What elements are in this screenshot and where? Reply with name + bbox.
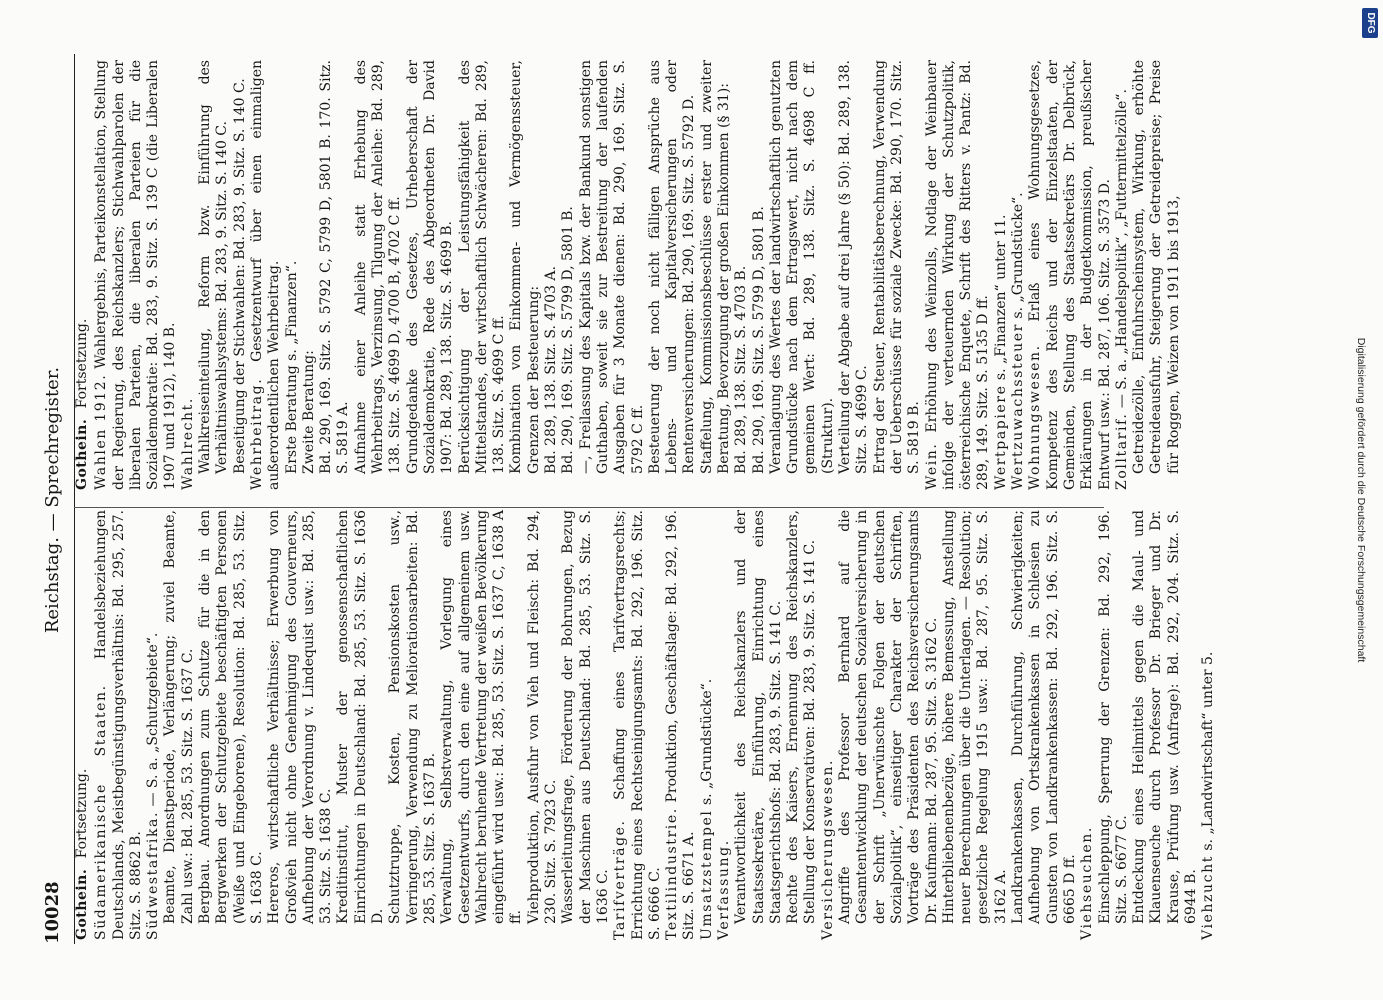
index-entry (284, 60, 301, 474)
index-entry (941, 510, 1010, 924)
index-entry (93, 510, 145, 940)
index-entry (457, 60, 509, 474)
dfg-logo-text: DFG (1365, 12, 1376, 34)
entry-text: Erhöhung des Weinzolls, Notlage der Weinbauer infolge der verteuernden Wirkung der Schutzpolitik, österreichische Enquete, Schrift des Ritters v. Pantz: Bd. 289, 149. Sitz. S. 5135 D ff. (923, 59, 992, 490)
entry-text: Besteuerung der noch nicht fälligen Ansprüche aus Lebens- und Kapitalversicherungen oder Rentenversicherungen: Bd. 290, 169. Sitz. S. 5792 D. (646, 60, 698, 474)
entry-keyword: Wahlrecht. (179, 397, 196, 490)
entry-text: Verantwortlichkeit des Reichskanzlers und der Staatssekretäre, Einführung, Einrichtung eines Staatsgerichtshofs: Bd. 283, 9. Sitz. S. 141 C. (733, 510, 784, 924)
entry-text: Verwaltung, Selbstverwaltung, Vorlegung eines Gesetzentwurfs, durch den eine auf allgemeinem usw. Wahlrecht beruhende Vertretung der weißen Bevölkerung eingeführt wird usw.: Bd. 285, 53. Sitz. S. 1637 C, 1638 A ff. (439, 510, 525, 924)
entry-text: Bd. 289, 138. Sitz. S. 4703 A. (543, 266, 560, 474)
index-entry (699, 510, 716, 940)
index-entry (232, 60, 249, 474)
entry-text: Berücksichtigung der Leistungsfähigkeit des Mittelstandes, der wirtschaftlich Schwächeren: Bd. 289, 138. Sitz. S. 4699 C ff. (456, 60, 508, 474)
entry-text: Beamte, Dienstperiode, Verlängerung; zuviel Beamte, Zahl usw.: Bd. 285, 53. Sitz. S. 1637 C. (162, 510, 196, 924)
entry-text: Getreidezölle, Einfuhrscheinsystem, Wirkung, erhöhte Getreideausfuhr, Steigerung der Getreidepreise; Preise für Roggen, Weizen von 1911 bis 1913, (1131, 60, 1182, 474)
index-entry (612, 510, 664, 940)
index-entry (578, 60, 647, 474)
entry-text: Bd. 289, 138. Sitz. S. 4703 B. (733, 265, 750, 474)
index-entry (1131, 60, 1183, 474)
entry-text: —, Freilassung des Kapitals bzw. der Bankund sonstigen Guthaben, soweit sie zur Bestreitung der laufenden Ausgaben für 3 Monate dienen: Bd. 290, 169. Sitz. S. 5792 C ff. (577, 60, 646, 474)
entry-keyword: Textilindustrie. (664, 807, 681, 940)
column-divider (74, 507, 1104, 508)
index-entry (751, 60, 768, 474)
entry-text: Angriffe des Professor Bernhard auf die Gesamtentwicklung der deutschen Sozialversicherung in der Schrift „Unerwünschte Folgen der deutschen Sozialpolitik“, einseitiger Charakter der Schriften, Vorträge des Präsidenten des Reichsversicherungsamts Dr. Kaufmann: Bd. 287, 95. Sitz. S. 3162 C. (837, 510, 940, 924)
index-entry (197, 60, 232, 474)
entry-text: Bergbau. Anordnungen zum Schutze für die in den Bergwerken der Schutzgebiete beschäftigten Personen (Weiße und Eingeborene), Resolution: Bd. 285, 53. Sitz. S. 1638 C. (197, 510, 265, 924)
index-entry (1079, 510, 1096, 940)
index-entry (249, 60, 284, 490)
entry-text: Erlaß eines Wohnungsgesetzes, Kompetenz des Reichs und der Einzelstaaten, der Gemeinden, Stellung des Staatssekretärs Dr. Delbrück, Erklärungen in der Budgetkommission, preußischer Entwurf usw.: Bd. 287, 106. Sitz. S. 3573 D. (1027, 60, 1113, 490)
entry-keyword: Tarifverträge. (612, 819, 629, 940)
speaker-name: Gothein. (74, 418, 90, 490)
entry-text: — S. a. „Schutzgebiete“. (145, 632, 162, 807)
entry-keyword: Wehrbeitrag. (248, 377, 265, 490)
index-entry (733, 510, 785, 924)
index-entry (180, 60, 197, 490)
entry-keyword: Wein. (923, 442, 940, 490)
page-header (40, 0, 70, 1000)
entry-text: Zweite Beratung: (300, 350, 317, 474)
entry-keyword: Verfassung. (715, 839, 732, 940)
left-column-heading (74, 510, 91, 940)
index-entry (785, 510, 820, 924)
index-entry (1114, 60, 1131, 490)
entry-text: Erste Beratung s. „Finanzen“. (283, 260, 300, 474)
right-column (74, 60, 1183, 490)
index-entry (837, 510, 941, 924)
entry-keyword: Wohnungswesen. (1027, 344, 1044, 490)
entry-text: Staffelung, Kommissionsbeschlüsse erster und zweiter Beratung, Bevorzugung der großen Einkommen (§ 31): (698, 60, 732, 474)
entry-text: Wahlergebnis, Parteikonstellation, Stellung der Regierung, des Reichskanzlers; Stichwahlparolen der liberalen Parteien, die liberalen Parteien für die Sozialdemokratie: Bd. 283, 9. Sitz. S. 139 C (die Liberalen 1907 und 1912), 140 B. (93, 59, 179, 490)
running-title: Reichstag. — Sprechregister. (42, 366, 63, 634)
entry-text: Rechte des Kaisers, Ernennung des Reichskanzlers, Stellung der Konservativen: Bd. 283, 9. Sitz. S. 141 C. (785, 510, 819, 924)
entry-text: Viehproduktion, Ausfuhr von Vieh und Fleisch: Bd. 294, 230. Sitz. S. 7923 C. (525, 510, 560, 924)
index-entry (560, 60, 577, 474)
entry-text: Beseitigung der Stichwahlen: Bd. 283, 9. Sitz. S. 140 C. (231, 78, 248, 474)
entry-text: Bd. 290, 169. Sitz. S. 5799 D, 5801 B. (560, 206, 577, 474)
entry-text: Hereros, wirtschaftliche Verhältnisse; Erwerbung von Großvieh nicht ohne Genehmigung des Gouverneurs, Aufhebung der Verordnung v. Lindequist usw.: Bd. 285, 53. Sitz. S. 1638 C. (266, 510, 335, 924)
entry-keyword: Südamerikanische Staaten. (93, 684, 110, 940)
index-entry (872, 60, 924, 474)
entry-text: Schutztruppe, Kosten, Pensionskosten usw., Verringerung, Verwendung zu Meliorationsarbeiten: Bd. 285, 53. Sitz. S. 1637 B. (387, 510, 438, 924)
entry-text: Handelsbeziehungen Deutschlands, Meistbegünstigungsverhältnis: Bd. 295, 257. Sitz. S. 8862 B. (93, 510, 144, 940)
index-entry (837, 60, 872, 474)
page-number: 10028 (42, 881, 63, 944)
digitization-note (1350, 10, 1372, 990)
entry-text: s. „Grundstücke“. (698, 678, 715, 806)
index-entry (335, 510, 387, 924)
entry-text: Kombination von Einkommen- und Vermögenssteuer, Grenzen der Besteuerung: (508, 60, 542, 474)
entry-text: Verteilung der Abgabe auf drei Jahre (§ 50): Bd. 289, 138. Sitz. S. 4699 C. (837, 60, 871, 474)
entry-keyword: Wertpapiere (992, 384, 1009, 490)
entry-text: Grundgedanke des Gesetzes, Urheberschaft der Sozialdemokratie, Rede des Abgeordneten Dr. David 1907: Bd. 289, 138. Sitz. S. 4699 B. (404, 60, 456, 474)
index-entry (733, 60, 750, 474)
speaker-name: Gothein. (74, 868, 90, 940)
entry-text: Schaffung eines Tarifvertragsrechts; Errichtung eines Rechtseinigungsamts: Bd. 292, 196. Sitz. S. 6666 C. (612, 510, 663, 940)
entry-keyword: Wahlen 1912. (93, 373, 110, 490)
entry-text: Veranlagung des Wertes der landwirtschaftlich genutzten Grundstücke nach dem Ertragswert, nicht nach dem gemeinen Wert: Bd. 289, 138. Sitz. S. 4698 C ff. (Struktur). (767, 60, 836, 474)
entry-text: Landkrankenkassen, Durchführung, Schwierigkeiten; Aufhebung von Ortskrankenkassen in Schlesien zu Gunsten von Landkrankenkassen: Bd. 292, 196. Sitz. S. 6665 D ff. (1010, 510, 1078, 924)
right-column-heading (74, 60, 91, 490)
entry-text: Bd. 290, 169. Sitz. S. 5799 D, 5801 B. (750, 206, 767, 474)
index-entry (647, 60, 699, 474)
index-entry (1010, 510, 1079, 924)
index-entry (820, 510, 837, 940)
entry-text: Wasserleitungsfrage, Förderung der Bohrungen, Bezug der Maschinen aus Deutschland: Bd. 285, 53. Sitz. S. 1636 C. (560, 510, 611, 924)
index-entry (526, 510, 561, 924)
entry-text: Einschleppung, Sperrung der Grenzen: Bd. 292, 196. Sitz. S. 6677 C. (1096, 510, 1130, 924)
entry-keyword: Südwestafrika. (145, 810, 162, 940)
entry-keyword: Viehseuchen. (1079, 826, 1096, 940)
index-entry (387, 510, 439, 924)
index-entry (145, 510, 162, 940)
entry-text: Hinterbliebenenbezüge, höhere Bemessung, Anstellung neuer Berechnungen über die Unterlagen. — Resolution; gesetzliche Regelung 1915 usw.: Bd. 287, 95. Sitz. S. 3162 A. (940, 510, 1009, 924)
index-entry (508, 60, 543, 474)
index-entry (1097, 510, 1132, 924)
continuation-label: Fortsetzung. (74, 318, 90, 409)
entry-text: Wahlkreiseinteilung, Reform bzw. Einführung des Verhältniswahlsystems: Bd. 283, 9. Sitz. S. 140 C. (197, 60, 231, 474)
index-entry (439, 510, 525, 924)
entry-text: s. „Finanzen“ unter 11. (992, 214, 1009, 381)
entry-keyword: Viehzucht (1200, 855, 1217, 940)
entry-text: Aufnahme einer Anleihe statt Erhebung des Wehrbeitrags, Verzinsung, Tilgung der Anleihe: Bd. 289, 138. Sitz. S. 4699 D, 4700 B, 4702 C ff. (352, 60, 404, 474)
index-entry (993, 60, 1010, 490)
index-entry (924, 60, 993, 490)
index-entry (162, 510, 197, 924)
index-entry (543, 60, 560, 474)
index-entry (301, 60, 318, 474)
entry-text: Ertrag der Steuer, Rentabilitätsberechnung, Verwendung der Ueberschüsse für soziale Zwecke: Bd. 290, 170. Sitz. S. 5819 B. (871, 60, 923, 474)
index-entry (318, 60, 353, 474)
continuation-label: Fortsetzung. (74, 768, 90, 859)
entry-text: — S. a. „Handelspolitik“, „Futtermittelzölle“. (1113, 89, 1130, 409)
index-entry (560, 510, 612, 924)
entry-keyword: Zolltarif. (1113, 412, 1130, 490)
entry-keyword: Wertzuwachssteuer (1010, 323, 1027, 490)
index-entry (1131, 510, 1200, 924)
index-entry (1027, 60, 1113, 490)
entry-text: Kreditinstitut, Muster der genossenschaftlichen Einrichtungen in Deutschland: Bd. 285, 53. Sitz. S. 1636 D. (335, 510, 387, 924)
index-entry (716, 510, 733, 940)
entry-keyword: Versicherungswesen. (819, 758, 836, 940)
entry-text: Entdeckung eines Heilmittels gegen die Maul- und Klauenseuche durch Professor Dr. Brieger und Dr. Krause, Prüfung usw. (Anfrage): Bd. 292, 204. Sitz. S. 6944 B. (1131, 510, 1199, 924)
index-entry (664, 510, 699, 940)
entry-text: Bd. 290, 169. Sitz. S. 5792 C, 5799 D, 5801 B. 170. Sitz. S. 5819 A. (318, 60, 352, 474)
index-entry (1010, 60, 1027, 490)
entry-text: s. „Grundstücke“. (1010, 192, 1027, 319)
index-entry (699, 60, 734, 474)
index-entry (93, 60, 179, 490)
entry-keyword: Umsatzstempel (698, 809, 715, 940)
digitization-note-text: Digitalisierung gefördert durch die Deutsche Forschungsgemeinschaft (1355, 337, 1367, 663)
index-entry (266, 510, 335, 924)
index-entry (353, 60, 405, 474)
index-entry (1200, 510, 1217, 940)
dfg-logo (1362, 8, 1378, 38)
entry-text: s. „Landwirtschaft“ unter 5. (1200, 651, 1217, 851)
left-column (74, 510, 1218, 940)
index-entry (768, 60, 837, 474)
index-entry (405, 60, 457, 474)
entry-text: Produktion, Geschäftslage: Bd. 292, 196. Sitz. S. 6671 A. (664, 510, 698, 940)
entry-text: Gesetzentwurf über einen einmaligen außerordentlichen Wehrbeitrag. (248, 59, 283, 490)
index-entry (197, 510, 266, 924)
